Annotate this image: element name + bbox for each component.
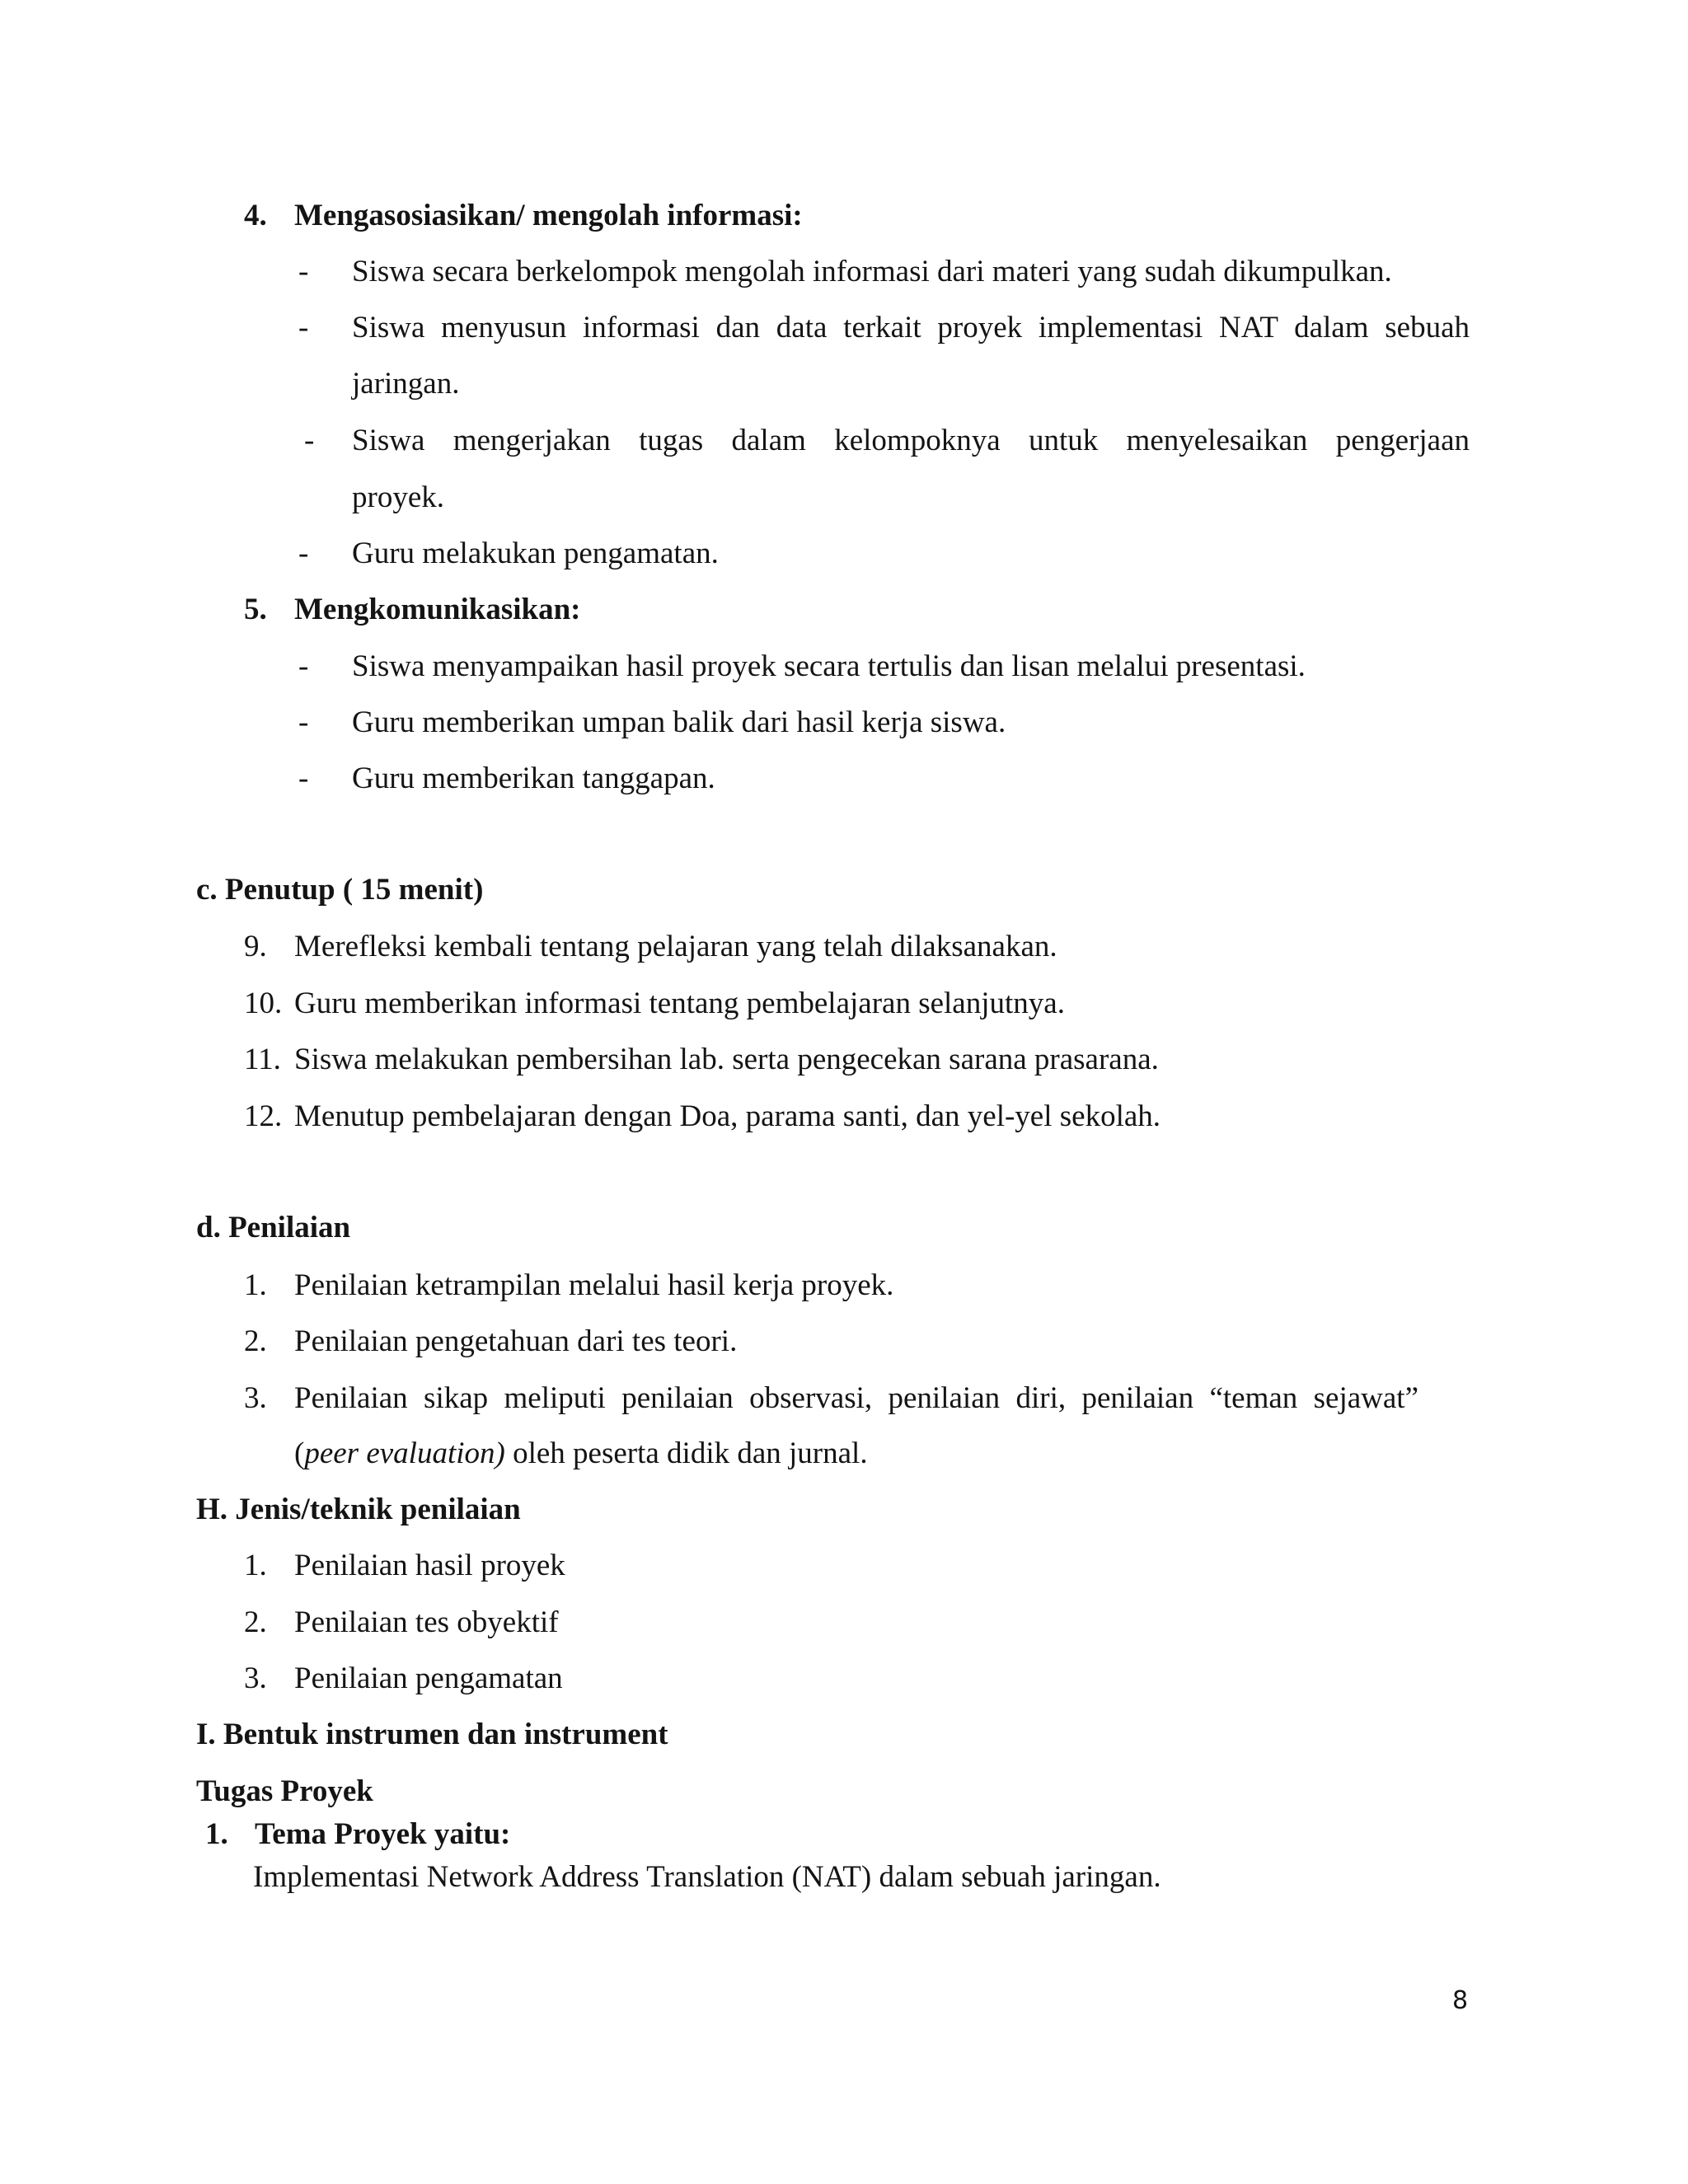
list-item: Guru memberikan tanggapan. — [352, 762, 715, 795]
list-item: Guru memberikan umpan balik dari hasil kerja siswa. — [352, 705, 1006, 739]
list-item: Siswa menyusun informasi dan data terkait proyek implementasi NAT dalam sebuah — [352, 311, 1470, 344]
list-number: 11. — [244, 1043, 281, 1076]
list-item-continuation — [294, 1436, 868, 1472]
list-item: Penilaian hasil proyek — [294, 1549, 565, 1582]
list-item: Penilaian pengamatan — [294, 1661, 563, 1695]
bullet-dash: - — [298, 762, 309, 795]
section-number: 5. — [244, 593, 267, 626]
section-title: Mengasosiasikan/ mengolah informasi: — [294, 199, 803, 232]
list-number: 2. — [244, 1324, 267, 1358]
list-number: 3. — [244, 1381, 267, 1415]
section-title: Mengkomunikasikan: — [294, 593, 581, 626]
page-number: 8 — [1452, 1986, 1469, 2015]
list-item: Menutup pembelajaran dengan Doa, parama santi, dan yel-yel sekolah. — [294, 1099, 1161, 1133]
bullet-dash: - — [298, 649, 309, 683]
continuation-text: oleh peserta didik dan jurnal. — [504, 1436, 868, 1470]
list-item: Guru melakukan pengamatan. — [352, 537, 719, 570]
list-item: Guru memberikan informasi tentang pembelajaran selanjutnya. — [294, 987, 1065, 1020]
list-item: Penilaian sikap meliputi penilaian observasi, penilaian diri, penilaian “teman sejawat” — [294, 1381, 1418, 1415]
list-number: 1. — [205, 1817, 228, 1851]
paren-open: ( — [294, 1436, 305, 1470]
list-number: 10. — [244, 987, 283, 1020]
list-item: Siswa melakukan pembersihan lab. serta pengecekan sarana prasarana. — [294, 1043, 1159, 1076]
list-number: 1. — [244, 1268, 267, 1302]
list-item: Penilaian tes obyektif — [294, 1605, 559, 1639]
section-number: 4. — [244, 199, 267, 232]
list-item: Siswa mengerjakan tugas dalam kelompoknya untuk menyelesaikan pengerjaan — [352, 424, 1470, 457]
bullet-dash: - — [298, 705, 309, 739]
list-item: Merefleksi kembali tentang pelajaran yang telah dilaksanakan. — [294, 930, 1057, 963]
item-title: Tema Proyek yaitu: — [255, 1817, 511, 1851]
list-number: 12. — [244, 1099, 283, 1133]
section-heading: I. Bentuk instrumen dan instrument — [196, 1718, 668, 1751]
section-heading: H. Jenis/teknik penilaian — [196, 1493, 521, 1526]
bullet-dash: - — [298, 255, 309, 288]
bullet-dash: - — [298, 311, 309, 344]
italic-term: peer evaluation) — [304, 1436, 505, 1470]
section-heading: c. Penutup ( 15 menit) — [196, 873, 484, 907]
list-number: 2. — [244, 1605, 267, 1639]
list-number: 3. — [244, 1661, 267, 1695]
bullet-dash: - — [298, 537, 309, 570]
subsection-heading: Tugas Proyek — [196, 1774, 373, 1808]
list-item: Penilaian ketrampilan melalui hasil kerja proyek. — [294, 1268, 894, 1302]
bullet-dash: - — [304, 424, 315, 457]
section-heading: d. Penilaian — [196, 1211, 351, 1244]
list-number: 1. — [244, 1549, 267, 1582]
list-number: 9. — [244, 930, 267, 963]
list-item-continuation: jaringan. — [352, 367, 460, 401]
list-item-continuation: proyek. — [352, 480, 444, 514]
list-item: Penilaian pengetahuan dari tes teori. — [294, 1324, 738, 1358]
list-item: Siswa menyampaikan hasil proyek secara tertulis dan lisan melalui presentasi. — [352, 649, 1306, 683]
list-item: Siswa secara berkelompok mengolah informasi dari materi yang sudah dikumpulkan. — [352, 255, 1392, 288]
item-text: Implementasi Network Address Translation (NAT) dalam sebuah jaringan. — [253, 1860, 1161, 1894]
